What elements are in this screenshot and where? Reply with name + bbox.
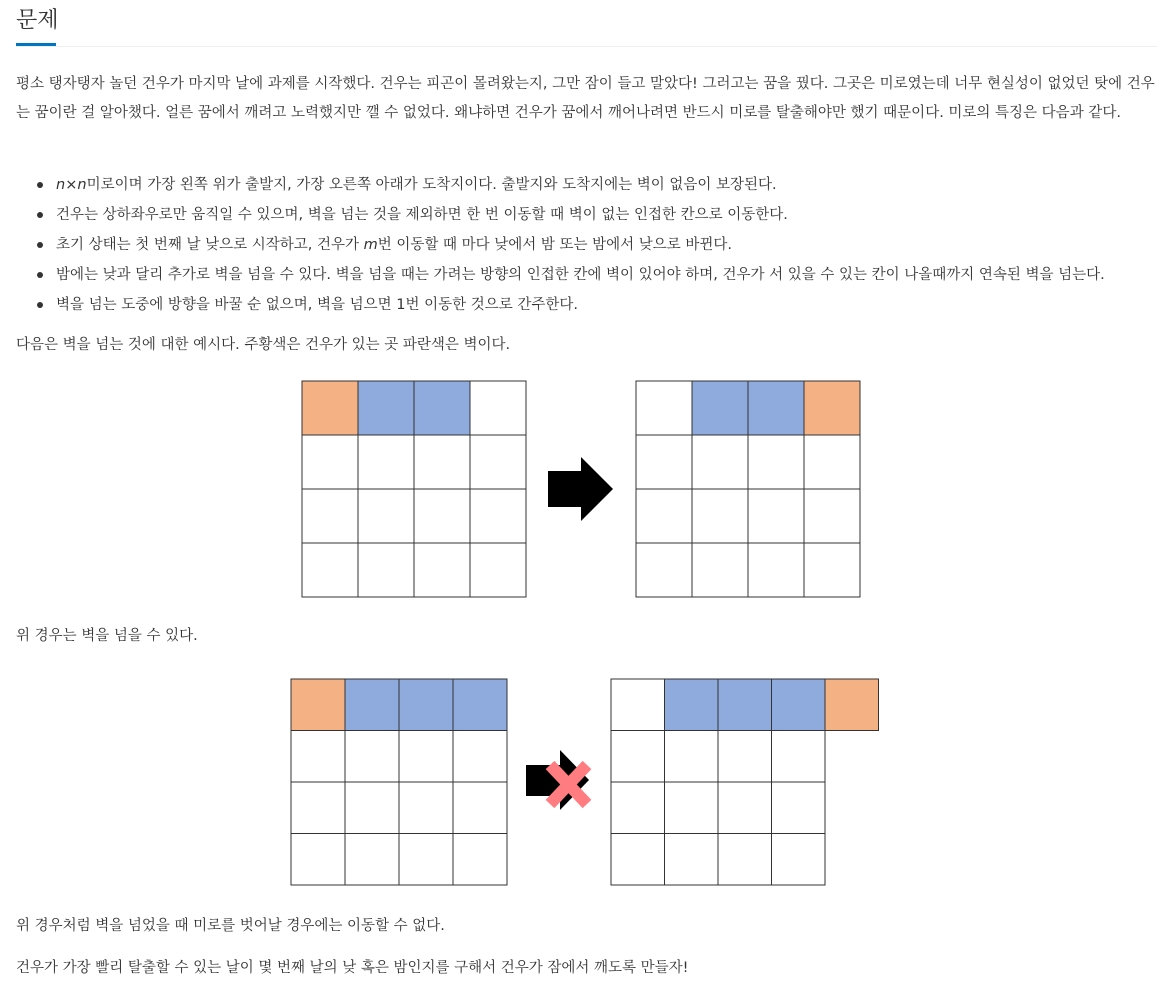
empty-cell [804,435,860,489]
empty-cell [665,834,719,886]
empty-cell [470,543,526,597]
empty-cell [636,435,692,489]
wall-cell [718,679,772,731]
var-n: n [56,177,66,193]
wall-cell [748,381,804,435]
times-sign: × [65,177,78,193]
player-cell [302,381,358,435]
rule-text: 벽을 넘는 도중에 방향을 바꿀 순 없으며, 벽을 넘으면 1번 이동한 것으로 간주한다. [56,297,578,313]
example2-before-grid [291,679,507,885]
wall-cell [345,679,399,731]
example-intro: 다음은 벽을 넘는 것에 대한 예시다. 주황색은 건우가 있는 곳 파란색은 벽이다. [16,337,511,353]
player-cell [804,381,860,435]
empty-cell [399,731,453,783]
player-cell [825,679,879,731]
empty-cell [804,543,860,597]
rule-text: 건우는 상하좌우로만 움직일 수 있으며, 벽을 넘는 것을 제외하면 한 번 이동할 때 벽이 없는 인접한 칸으로 이동한다. [56,207,788,223]
invalid-move-figure [526,750,589,810]
empty-cell [748,543,804,597]
rule-text: 밤에는 낮과 달리 추가로 벽을 넘을 수 있다. 벽을 넘을 때는 가려는 방향의 인접한 칸에 벽이 있어야 하며, 건우가 서 있을 수 있는 칸이 나올때까지 연속된 벽을 넘는다. [56,267,1105,283]
empty-cell [611,731,665,783]
empty-cell [665,782,719,834]
empty-cell [345,834,399,886]
wall-cell [692,381,748,435]
empty-cell [302,543,358,597]
example1-after-grid [636,381,860,597]
empty-cell [414,489,470,543]
empty-cell [692,435,748,489]
empty-cell [718,834,772,886]
empty-cell [345,731,399,783]
wall-cell [665,679,719,731]
var-m: m [363,237,378,253]
empty-cell [772,782,826,834]
wall-cell [358,381,414,435]
empty-cell [772,834,826,886]
empty-cell [718,731,772,783]
example2-caption: 위 경우처럼 벽을 넘었을 때 미로를 벗어날 경우에는 이동할 수 없다. [16,918,445,934]
empty-cell [358,489,414,543]
empty-cell [692,543,748,597]
example1-caption: 위 경우는 벽을 넘을 수 있다. [16,628,198,644]
empty-cell [636,489,692,543]
rule-text: 초기 상태는 첫 번째 날 낮으로 시작하고, 건우가 [56,237,364,253]
empty-cell [772,731,826,783]
empty-cell [453,782,507,834]
wall-cell [772,679,826,731]
intro-paragraph: 평소 탱자탱자 놀던 건우가 마지막 날에 과제를 시작했다. 건우는 피곤이 몰려왔는지, 그만 잠이 들고 말았다! 그러고는 꿈을 꿨다. 그곳은 미로였는데 너무 현실성이 없었던 탓에 건우는 꿈이란 걸 알아챘다. 얼른 꿈에서 깨려고 노력했지만 깰 수 없었다. 왜냐하면 건우가 꿈에서 깨어나려면 반드시 미로를 탈출해야만 했기 때문이다. 미로의 특징은 다음과 같다. [16,76,1155,121]
wall-cell [453,679,507,731]
empty-cell [748,435,804,489]
empty-cell [302,435,358,489]
empty-cell [291,834,345,886]
empty-cell [692,489,748,543]
section-title: 문제 [16,8,59,33]
empty-cell [414,543,470,597]
empty-cell [470,435,526,489]
wall-cell [399,679,453,731]
empty-cell [345,782,399,834]
empty-cell [636,381,692,435]
right-arrow-icon [548,457,613,521]
empty-cell [358,435,414,489]
empty-cell [665,731,719,783]
empty-cell [470,489,526,543]
example1-before-grid [302,381,526,597]
var-n: n [77,177,87,193]
rule-text: 번 이동할 때 마다 낮에서 밤 또는 밤에서 낮으로 바뀐다. [377,237,732,253]
empty-cell [453,731,507,783]
empty-cell [718,782,772,834]
goal-text: 건우가 가장 빨리 탈출할 수 있는 날이 몇 번째 날의 낮 혹은 밤인지를 구해서 건우가 잠에서 깨도록 만들자! [16,960,689,976]
empty-cell [399,834,453,886]
empty-cell [291,782,345,834]
empty-cell [611,679,665,731]
empty-cell [611,834,665,886]
empty-cell [470,381,526,435]
empty-cell [636,543,692,597]
empty-cell [611,782,665,834]
empty-cell [302,489,358,543]
empty-cell [804,489,860,543]
empty-cell [453,834,507,886]
empty-cell [291,731,345,783]
empty-cell [358,543,414,597]
player-cell [291,679,345,731]
empty-cell [399,782,453,834]
empty-cell [748,489,804,543]
empty-cell [414,435,470,489]
rule-text: 미로이며 가장 왼쪽 위가 출발지, 가장 오른쪽 아래가 도착지이다. 출발지와 도착지에는 벽이 없음이 보장된다. [86,177,777,193]
example2-after-grid [611,679,879,885]
wall-cell [414,381,470,435]
